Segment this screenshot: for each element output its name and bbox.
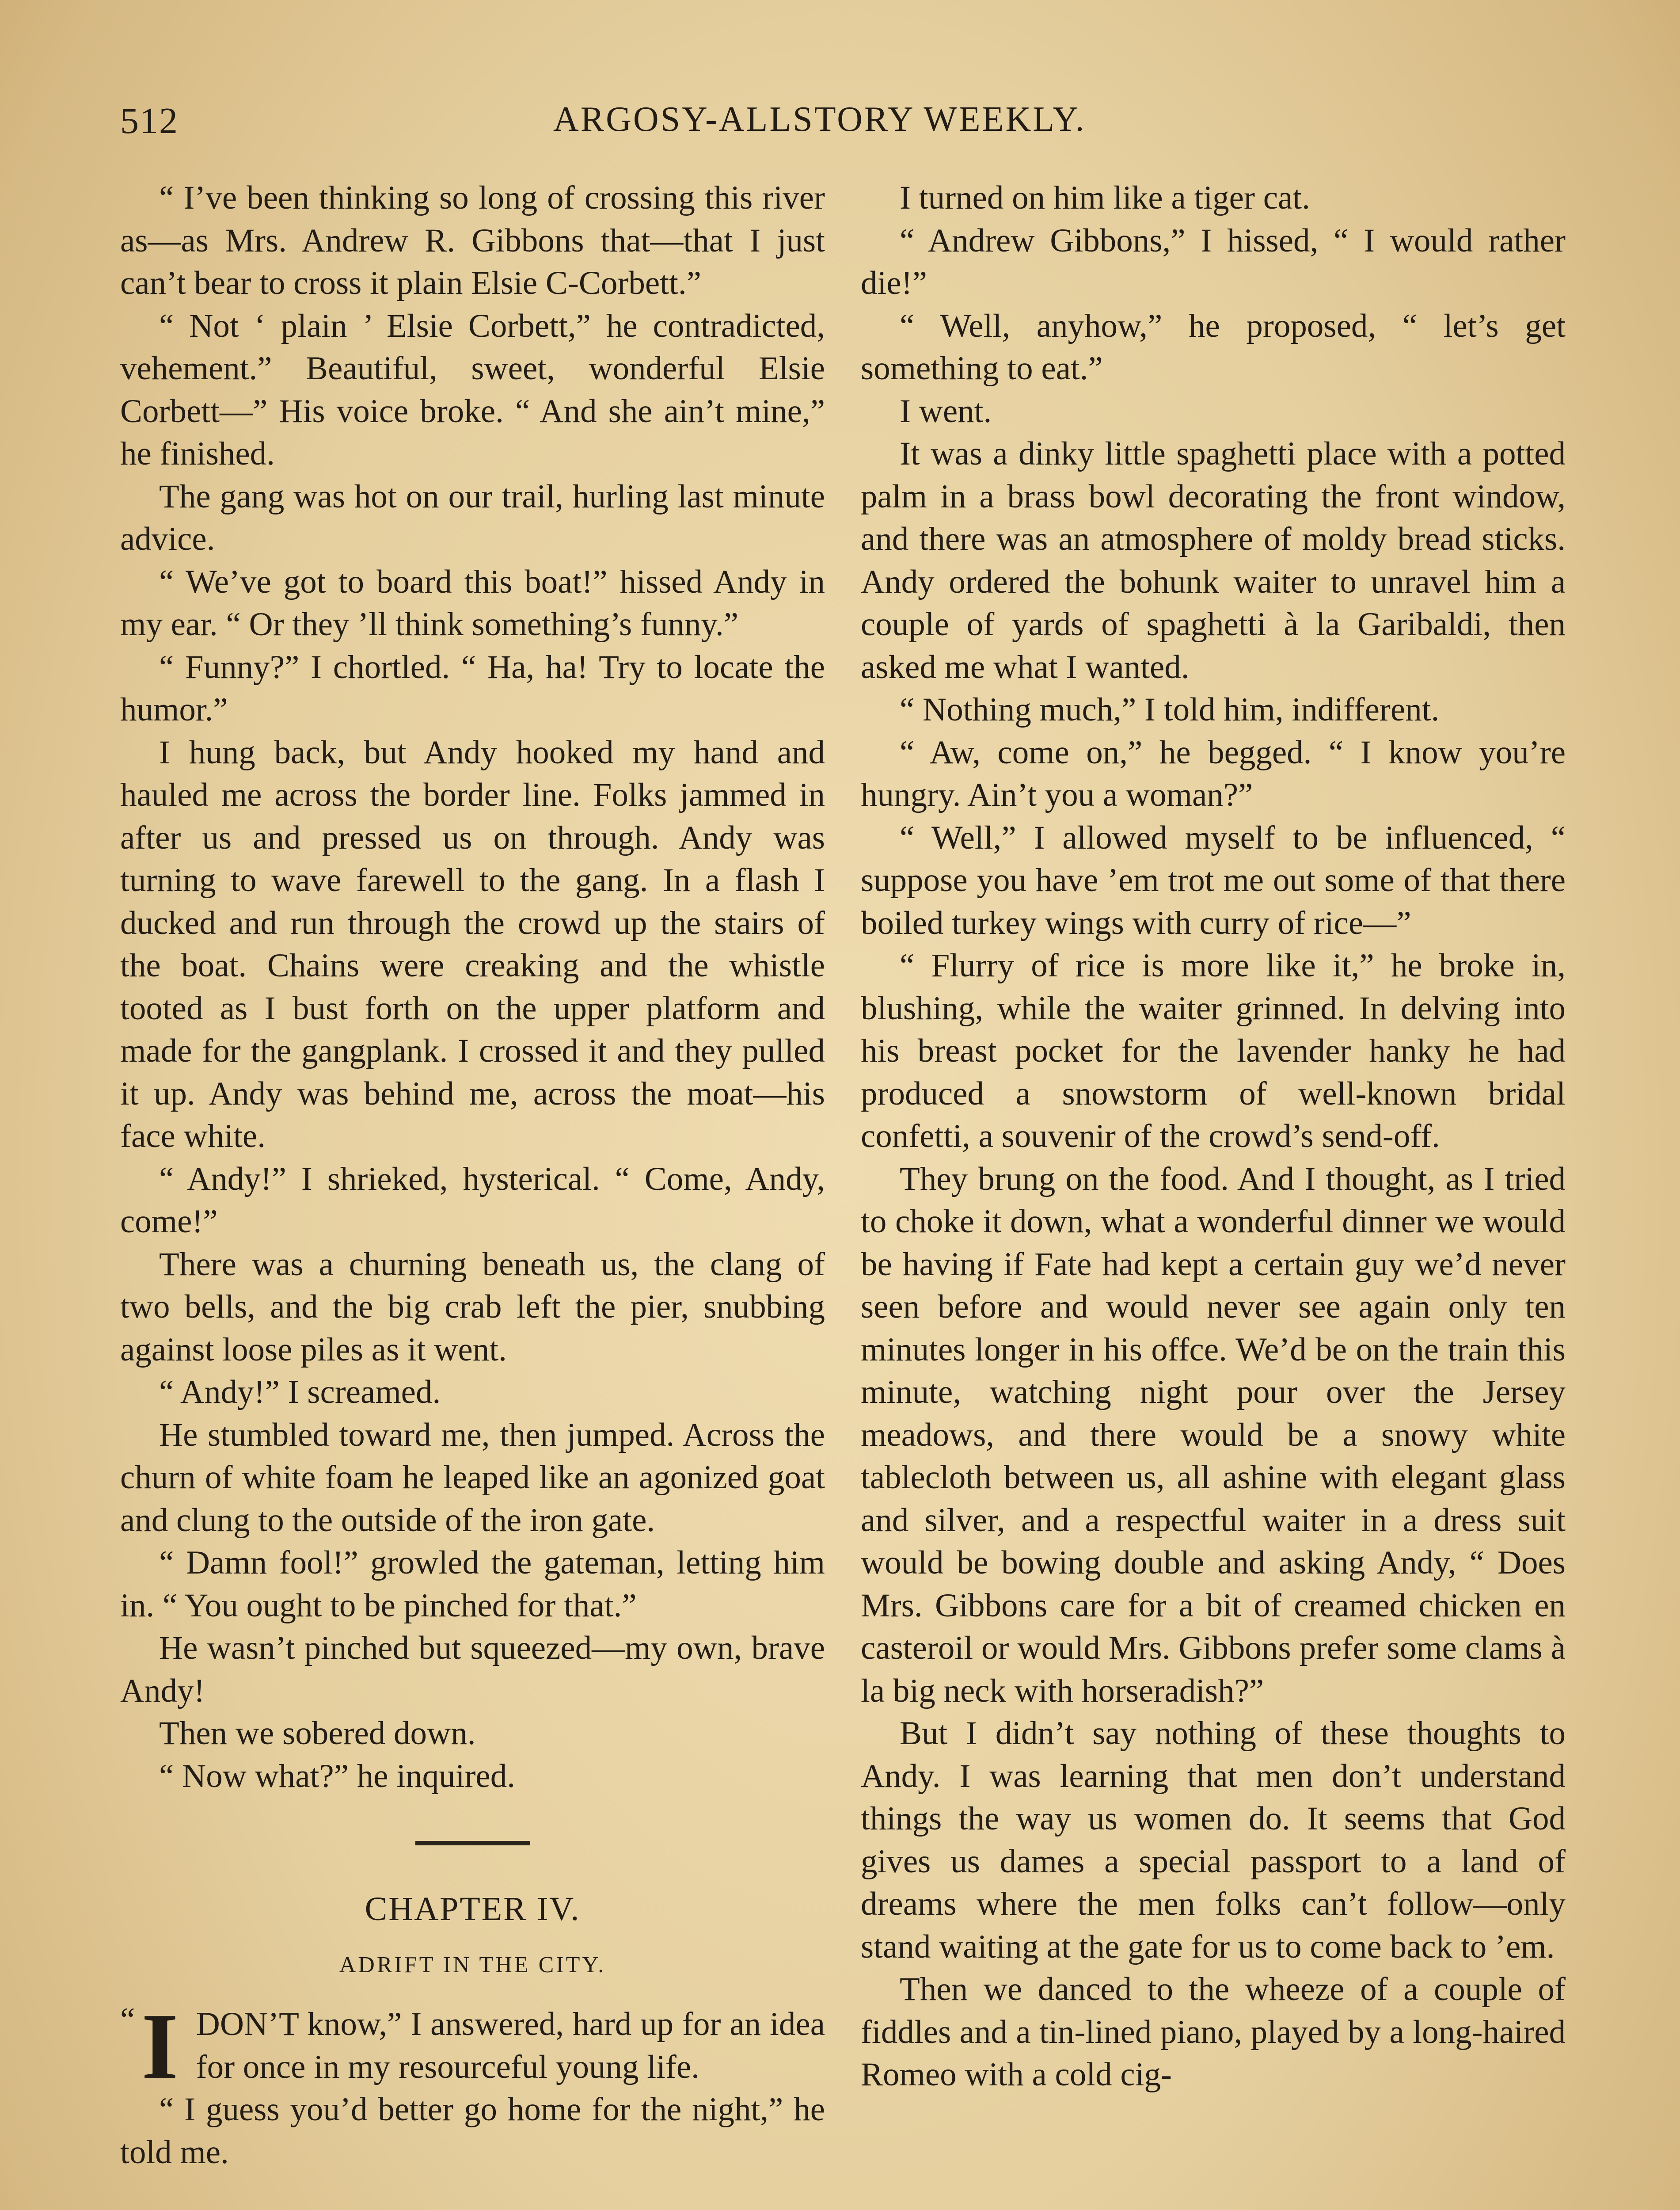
paragraph: Then we danced to the wheeze of a couple of fiddles and a tin-lined piano, played by a long-haired Romeo with a cold cig- <box>861 1971 1566 2093</box>
paragraph: “ Not ‘ plain ’ Elsie Corbett,” he contradicted, vehement.” Beautiful, sweet, wonderful Elsie Corbett—” His voice broke. “ And she ain’t mine,” he finished. <box>120 307 825 472</box>
right-column <box>861 177 1566 2096</box>
paragraph: “ I guess you’d better go home for the night,” he told me. <box>120 2091 825 2171</box>
paragraph: “ Nothing much,” I told him, indifferent. <box>900 691 1440 728</box>
paragraph: He stumbled toward me, then jumped. Across the churn of white foam he leaped like an agonized goat and clung to the outside of the iron gate. <box>120 1416 825 1539</box>
paragraph: The gang was hot on our trail, hurling last minute advice. <box>120 478 825 557</box>
paragraph: “ Well, anyhow,” he proposed, “ let’s get something to eat.” <box>861 307 1566 387</box>
paragraph: Then we sobered down. <box>159 1715 476 1752</box>
paragraph: I hung back, but Andy hooked my hand and hauled me across the border line. Folks jammed in after us and pressed us on through. Andy was turning to wave farewell to the gang. In a flash I ducked and run through the crowd up the stairs of the boat. Chains were creaking and the whistle tooted as I bust forth on the upper platform and made for the gangplank. I crossed it and they pulled it up. Andy was behind me, across the moat—his face white. <box>120 734 825 1155</box>
paragraph: “ Andrew Gibbons,” I hissed, “ I would rather die!” <box>861 222 1566 301</box>
chapter-title: CHAPTER IV. <box>365 1890 581 1928</box>
paragraph: “ Aw, come on,” he begged. “ I know you’re hungry. Ain’t you a woman?” <box>861 734 1566 813</box>
page-header <box>120 99 1560 148</box>
drop-cap: I <box>141 1993 179 2099</box>
running-title: ARGOSY-ALLSTORY WEEKLY. <box>553 100 1086 139</box>
paragraph: “ Andy!” I screamed. <box>159 1374 441 1410</box>
paragraph: “ Andy!” I shrieked, hysterical. “ Come, Andy, come!” <box>120 1160 825 1240</box>
paragraph: “ We’ve got to board this boat!” hissed Andy in my ear. “ Or they ’ll think something’s funny.” <box>120 563 825 643</box>
paragraph: They brung on the food. And I thought, as I tried to choke it down, what a wonderful dinner we would be having if Fate had kept a certain guy we’d never seen before and would never see again only ten minutes longer in his offce. We’d be on the train this minute, watching night pour over the Jersey meadows, and there would be a snowy white tablecloth between us, all ashine with elegant glass and silver, and a respectful waiter in a dress suit would be bowing double and asking Andy, “ Does Mrs. Gibbons care for a bit of creamed chicken en casteroil or would Mrs. Gibbons prefer some clams à la big neck with horseradish?” <box>861 1160 1566 1709</box>
page-number: 512 <box>120 100 179 141</box>
chapter-subtitle: ADRIFT IN THE CITY. <box>339 1952 606 1978</box>
paragraph: He wasn’t pinched but squeezed—my own, brave Andy! <box>120 1630 825 1709</box>
paragraph: “ Flurry of rice is more like it,” he broke in, blushing, while the waiter grinned. In delving into his breast pocket for the lavender hanky he had produced a snowstorm of well-known bridal confetti, a souvenir of the crowd’s send-off. <box>861 947 1566 1155</box>
paragraph: I went. <box>900 392 992 430</box>
paragraph: “ Well,” I allowed myself to be influenced, “ suppose you have ’em trot me out some of that there boiled turkey wings with curry of rice—” <box>861 819 1566 941</box>
opening-paragraph: DON’T know,” I answered, hard up for an idea for once in my resourceful young life. <box>196 2006 825 2085</box>
paragraph: There was a churning beneath us, the clang of two bells, and the big crab left the pier, snubbing against loose piles as it went. <box>120 1246 825 1368</box>
paragraph: “ Damn fool!” growled the gateman, letting him in. “ You ought to be pinched for that.” <box>120 1544 825 1624</box>
paragraph: I turned on him like a tiger cat. <box>900 179 1310 216</box>
paragraph: “ I’ve been thinking so long of crossing this river as—as Mrs. Andrew R. Gibbons that—that I just can’t bear to cross it plain Elsie C-Corbett.” <box>120 179 825 301</box>
paragraph: But I didn’t say nothing of these thoughts to Andy. I was learning that men don’t understand things the way us women do. It seems that God gives us dames a special passport to a land of dreams where the men folks can’t follow—only stand waiting at the gate for us to come back to ’em. <box>861 1715 1566 1965</box>
chapter-opening <box>120 1993 825 2099</box>
section-divider <box>415 1841 530 1845</box>
paragraph: “ Now what?” he inquired. <box>159 1757 515 1795</box>
dropcap-quote-mark: “ <box>120 2001 135 2038</box>
paragraph: “ Funny?” I chortled. “ Ha, ha! Try to locate the humor.” <box>120 648 825 728</box>
paragraph: It was a dinky little spaghetti place with a potted palm in a brass bowl decorating the front window, and there was an atmosphere of moldy bread sticks. Andy ordered the bohunk waiter to unravel him a couple of yards of spaghetti à la Garibaldi, then asked me what I wanted. <box>861 435 1566 686</box>
left-column <box>120 177 825 2174</box>
